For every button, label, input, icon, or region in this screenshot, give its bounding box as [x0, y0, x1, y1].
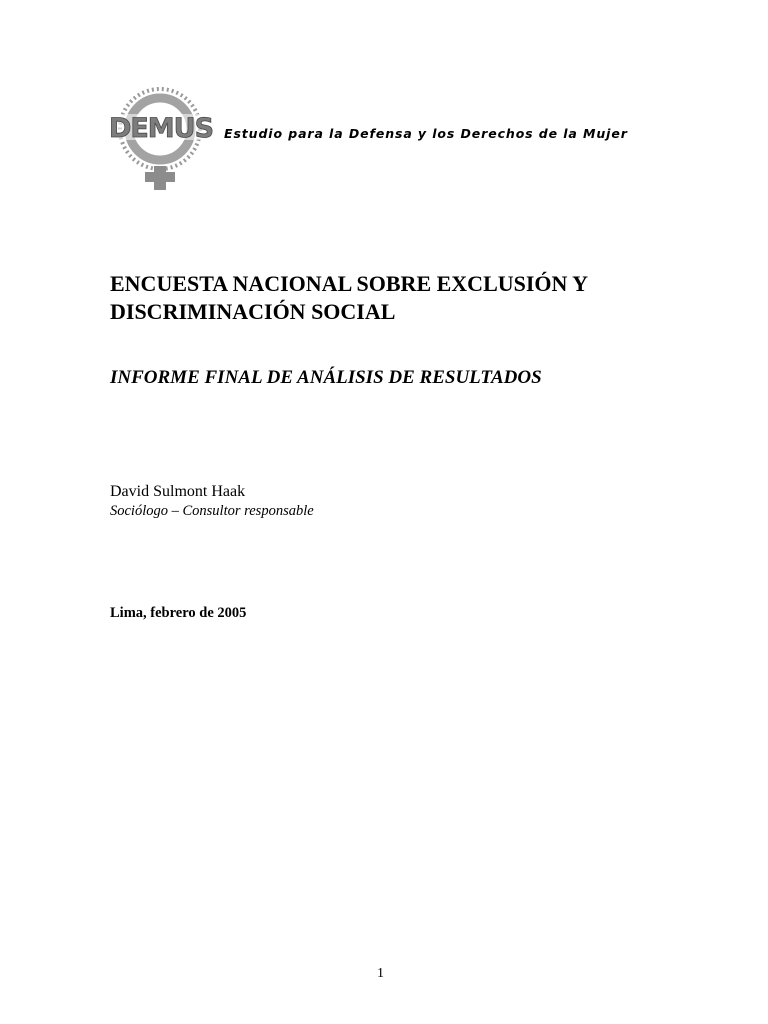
logo-lettering: DEMUS	[108, 113, 214, 144]
author-role: Sociólogo – Consultor responsable	[110, 503, 314, 519]
organization-logo	[108, 84, 214, 192]
place-and-date: Lima, febrero de 2005	[110, 605, 247, 621]
page-number: 1	[377, 966, 384, 981]
organization-name: Estudio para la Defensa y los Derechos de la Mujer	[224, 126, 628, 141]
document-subtitle: INFORME FINAL DE ANÁLISIS DE RESULTADOS	[110, 367, 542, 388]
venus-symbol-icon	[108, 84, 214, 192]
author-name: David Sulmont Haak	[110, 483, 246, 500]
document-title: ENCUESTA NACIONAL SOBRE EXCLUSIÓN Y DISCRIMINACIÓN SOCIAL	[110, 271, 588, 324]
